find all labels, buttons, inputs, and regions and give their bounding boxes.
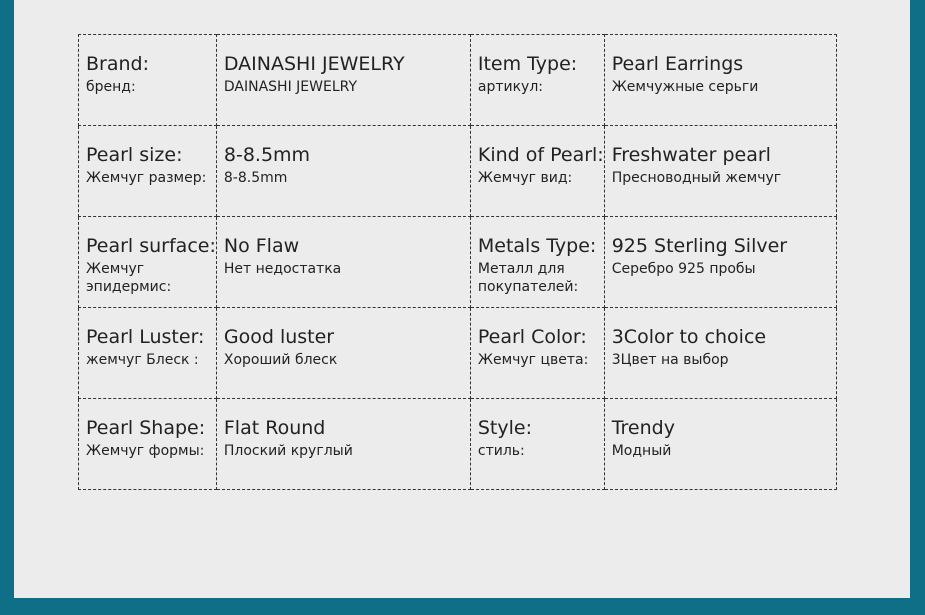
kind-of-pearl-value-ru: Пресноводный жемчуг [611, 170, 782, 186]
item-type-value-cell [604, 35, 836, 126]
metals-type-label: Metals Type: [477, 235, 597, 257]
spec-table [78, 34, 837, 490]
kind-of-pearl-label: Kind of Pearl: [477, 144, 604, 166]
pearl-size-label-ru: Жемчуг размер: [86, 170, 207, 186]
pearl-shape-value: Flat Round [223, 417, 326, 439]
pearl-surface-value-ru: Нет недостатка [223, 261, 342, 277]
spec-panel [14, 0, 910, 598]
table-row [79, 126, 837, 217]
pearl-color-label-ru: Жемчуг цвета: [477, 352, 589, 368]
pearl-size-value-ru: 8-8.5mm [223, 170, 288, 186]
pearl-color-value-cell [604, 308, 836, 399]
style-label-ru: стиль: [477, 443, 525, 459]
pearl-surface-value-cell [216, 217, 470, 308]
item-type-label-ru: артикул: [477, 79, 544, 95]
brand-label-cell [79, 35, 217, 126]
pearl-surface-value: No Flaw [223, 235, 300, 257]
style-value-ru: Модный [611, 443, 672, 459]
pearl-surface-label-ru: Жемчуг эпидермис: [86, 261, 172, 295]
kind-of-pearl-label-cell [470, 126, 604, 217]
pearl-color-value: 3Color to choice [611, 326, 767, 348]
table-row [79, 217, 837, 308]
style-label: Style: [477, 417, 532, 439]
brand-value-cell [216, 35, 470, 126]
pearl-luster-label: Pearl Luster: [86, 326, 205, 348]
pearl-shape-value-cell [216, 399, 470, 490]
item-type-label: Item Type: [477, 53, 578, 75]
item-type-label-cell [470, 35, 604, 126]
pearl-surface-label-cell [79, 217, 217, 308]
table-row [79, 399, 837, 490]
pearl-luster-value-ru: Хороший блеск [223, 352, 338, 368]
table-row [79, 35, 837, 126]
item-type-value: Pearl Earrings [611, 53, 744, 75]
table-row [79, 308, 837, 399]
metals-type-value-cell [604, 217, 836, 308]
pearl-luster-value: Good luster [223, 326, 335, 348]
metals-type-value-ru: Серебро 925 пробы [611, 261, 756, 277]
brand-value-ru: DAINASHI JEWELRY [223, 79, 358, 95]
pearl-luster-label-ru: жемчуг Блеск : [86, 352, 199, 368]
style-value: Trendy [611, 417, 675, 439]
pearl-shape-value-ru: Плоский круглый [223, 443, 353, 459]
pearl-size-label-cell [79, 126, 217, 217]
metals-type-label-cell [470, 217, 604, 308]
metals-type-label-ru: Металл для покупателей: [477, 261, 579, 295]
pearl-luster-value-cell [216, 308, 470, 399]
pearl-color-label: Pearl Color: [477, 326, 587, 348]
kind-of-pearl-label-ru: Жемчуг вид: [477, 170, 573, 186]
pearl-color-label-cell [470, 308, 604, 399]
item-type-value-ru: Жемчужные серьги [611, 79, 759, 95]
pearl-size-label: Pearl size: [86, 144, 183, 166]
pearl-luster-label-cell [79, 308, 217, 399]
metals-type-value: 925 Sterling Silver [611, 235, 788, 257]
pearl-shape-label-ru: Жемчуг формы: [86, 443, 205, 459]
pearl-color-value-ru: 3Цвет на выбор [611, 352, 729, 368]
pearl-shape-label: Pearl Shape: [86, 417, 206, 439]
pearl-surface-label: Pearl surface: [86, 235, 216, 257]
brand-value: DAINASHI JEWELRY [223, 53, 405, 75]
pearl-shape-label-cell [79, 399, 217, 490]
kind-of-pearl-value: Freshwater pearl [611, 144, 771, 166]
pearl-size-value-cell [216, 126, 470, 217]
brand-label: Brand: [86, 53, 149, 75]
brand-label-ru: бренд: [86, 79, 136, 95]
pearl-size-value: 8-8.5mm [223, 144, 311, 166]
style-value-cell [604, 399, 836, 490]
style-label-cell [470, 399, 604, 490]
kind-of-pearl-value-cell [604, 126, 836, 217]
